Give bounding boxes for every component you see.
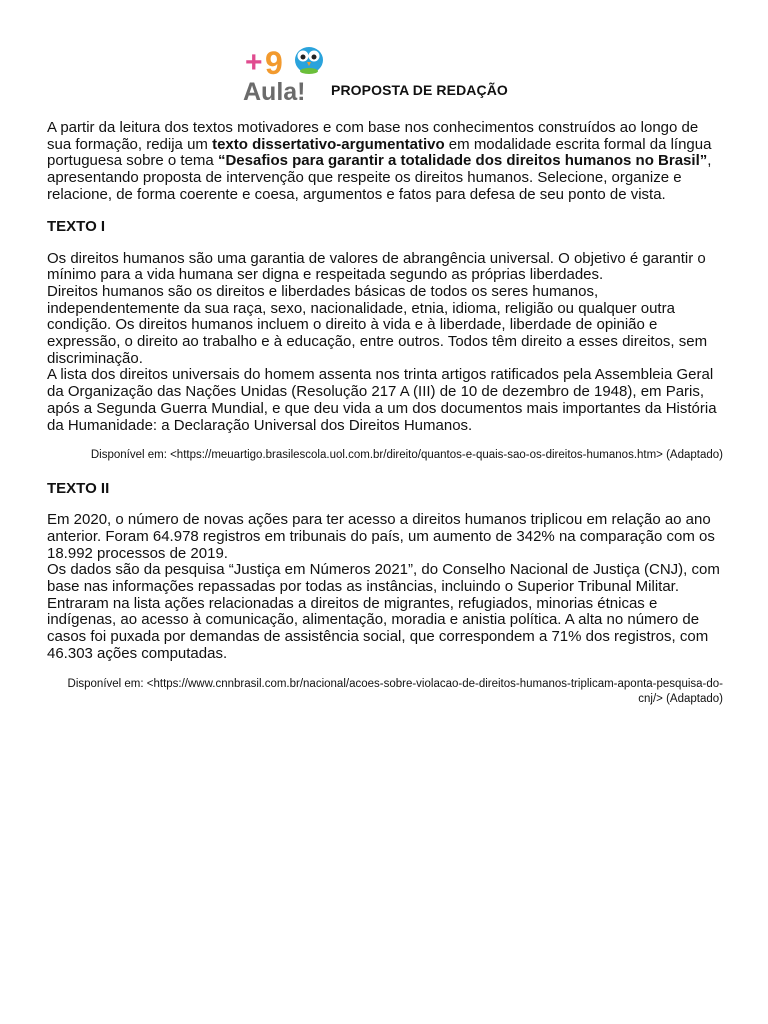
texto-1-title: TEXTO I bbox=[47, 217, 106, 235]
intro-paragraph bbox=[47, 120, 723, 204]
texto-2-title: TEXTO II bbox=[47, 480, 110, 498]
logo-number: 9 bbox=[265, 45, 283, 81]
texto-2-paragraph: Os dados são da pesquisa “Justiça em Números 2021”, do Conselho Nacional de Justiça (CNJ), com base nas informações repassadas por todas as instâncias, incluindo o Superior Tribunal Militar. bbox=[47, 561, 720, 596]
header bbox=[47, 40, 723, 106]
owl-mascot-icon bbox=[295, 47, 323, 74]
texto-1-paragraph: A lista dos direitos universais do homem assenta nos trinta artigos ratificados pela Assembleia Geral da Organização das Nações Unidas (Resolução 217 A (III) de 10 de dezembro de 1948), em Paris, após a Segunda Guerra Mundial, e que deu vida a um dos documentos mais importantes da História da Humanidade: a Declaração Universal dos Direitos Humanos. bbox=[47, 366, 717, 434]
intro-text-2: em modalidade escrita formal da língua portuguesa sobre o tema bbox=[47, 135, 712, 170]
texto-1-source: Disponível em: <https://meuartigo.brasilescola.uol.com.br/direito/quantos-e-quais-sao-os-direitos-humanos.htm> (Adaptado) bbox=[90, 449, 723, 462]
texto-2-paragraph: Em 2020, o número de novas ações para ter acesso a direitos humanos triplicou em relação ao ano anterior. Foram 64.978 registros em tribunais do país, um aumento de 342% na comparação com os 18.992 processos de 2019. bbox=[47, 511, 715, 562]
texto-2-paragraph: Entraram na lista ações relacionadas a direitos de migrantes, refugiados, minorias étnicas e indígenas, ao acesso à comunicação, alimentação, moradia e anistia política. A alta no número de casos foi puxada por demandas de assistência social, que correspondem a 71% dos registros, com 46.303 ações computadas. bbox=[47, 594, 709, 662]
logo-plus: + bbox=[245, 46, 263, 79]
page-title: PROPOSTA DE REDAÇÃO bbox=[331, 82, 508, 98]
aula-logo bbox=[243, 40, 329, 104]
texto-1-paragraph: Direitos humanos são os direitos e liberdades básicas de todos os seres humanos, independentemente da sua raça, sexo, nacionalidade, etnia, idioma, religião ou qualquer outra condição. Os direitos humanos incluem o direito à vida e à liberdade, liberdade de opinião e expressão, o direito ao trabalho e à educação, entre outros. Todos têm direito a esses direitos, sem discriminação. bbox=[47, 282, 708, 367]
intro-bold-theme: “Desafios para garantir a totalidade dos direitos humanos no Brasil” bbox=[217, 152, 708, 170]
logo-text: Aula! bbox=[243, 78, 306, 104]
document-page bbox=[47, 40, 723, 707]
intro-text-1: A partir da leitura dos textos motivadores e com base nos conhecimentos construídos ao longo de sua formação, redija um bbox=[47, 119, 699, 153]
texto-1-paragraph: Os direitos humanos são uma garantia de valores de abrangência universal. O objetivo é garantir o mínimo para a vida humana ser digna e respeitada segundo as próprias liberdades. bbox=[47, 249, 706, 284]
texto-1-body bbox=[47, 251, 723, 435]
texto-2-body bbox=[47, 512, 723, 662]
intro-text-3: , apresentando proposta de intervenção que respeite os direitos humanos. Selecione, organize e relacione, de forma coerente e coesa, argumentos e fatos para defesa de seu ponto de vista. bbox=[47, 152, 712, 203]
intro-bold-genre: texto dissertativo-argumentativo bbox=[212, 135, 445, 153]
texto-2-source: Disponível em: <https://www.cnnbrasil.com.br/nacional/acoes-sobre-violacao-de-direitos-humanos-triplicam-aponta-pesquisa-do-cnj/> (Adaptado) bbox=[67, 677, 723, 705]
